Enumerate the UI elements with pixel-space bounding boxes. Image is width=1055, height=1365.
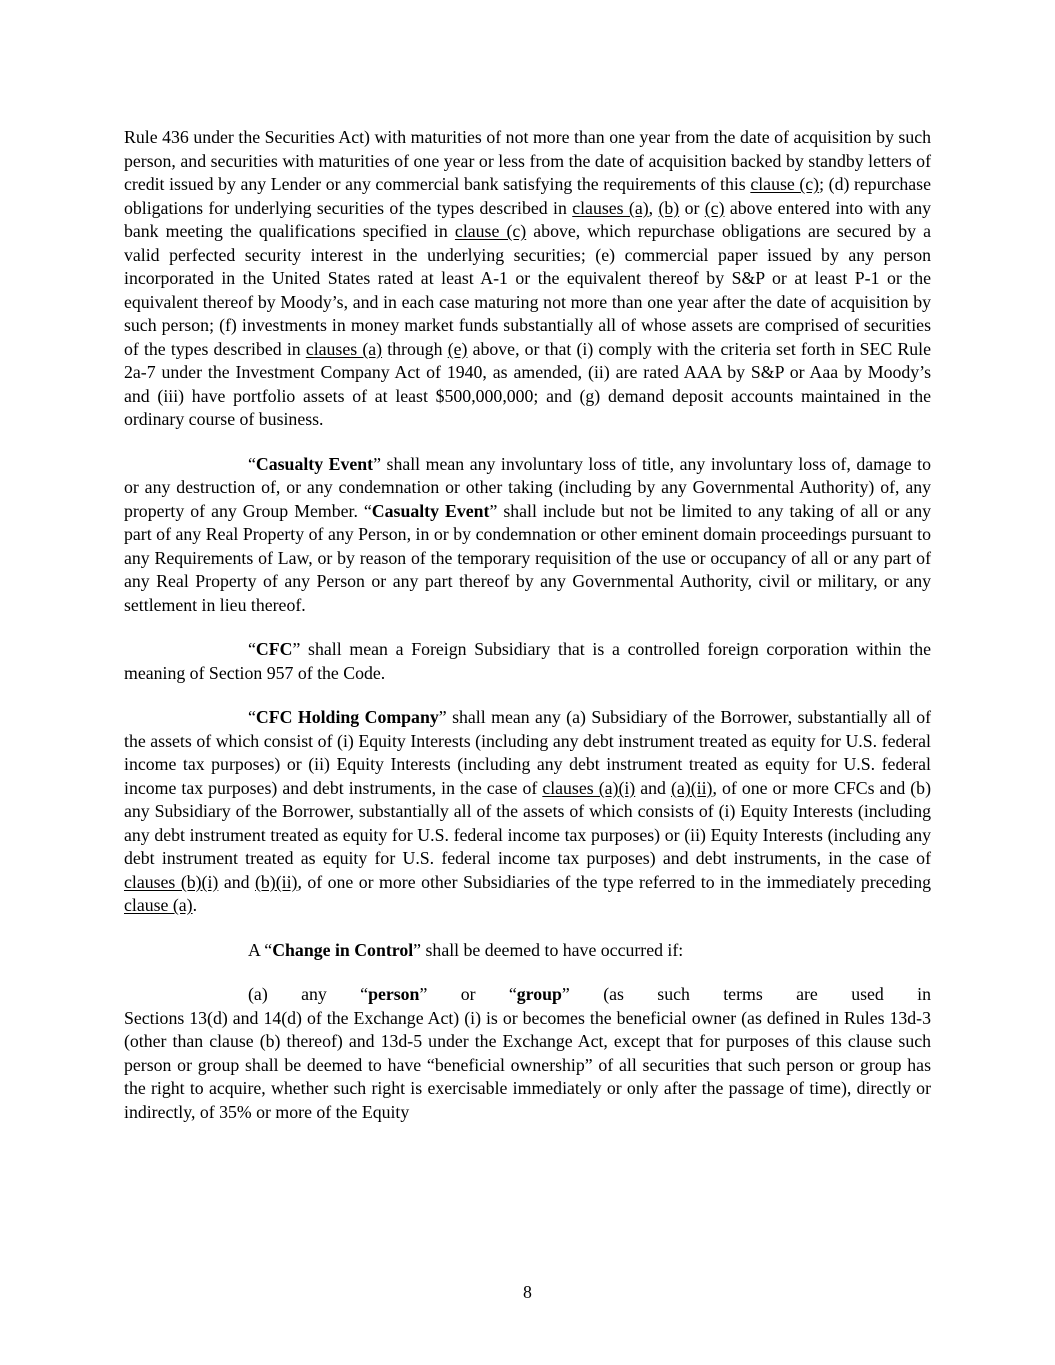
clause-a-first-line <box>124 983 931 1007</box>
text-run: above entered into with any bank meeting the qualifications specified in <box>124 197 932 241</box>
text-run: above, or that (i) comply with the criteria set forth in SEC Rule 2a-7 under the Investment Company Act of 1940, as amended, (ii) are rated AAA by S&P or Aaa by Moody’s and (iii) have portfolio assets of at least $500,000,000; and (g) demand deposit accounts maintained in the ordinary course of business. <box>124 338 931 429</box>
text-run: Rule 436 under the Securities Act) with maturities of not more than one year from the date of acquisition by such person, and securities with maturities of one year or less from the date of acquisition backed by standby letters of credit issued by any Lender or any commercial bank satisfying the requirements of this <box>124 127 931 194</box>
clause-label: (a) <box>248 984 268 1004</box>
clause-reference: clauses (b)(i) <box>124 871 219 892</box>
defined-term: person <box>368 984 420 1004</box>
text-run: ; (d) repurchase obligations for underlying securities of the types described in <box>124 174 931 218</box>
clause-reference: (e) <box>447 338 468 359</box>
text-run: ” shall mean a Foreign Subsidiary that is a controlled foreign corporation within the meaning of Section 957 of the Code. <box>124 639 931 683</box>
text-run: “ <box>248 707 256 727</box>
clause-reference: (c) <box>704 197 725 218</box>
text-run: ” <box>561 984 570 1004</box>
clause-reference: clauses (a)(i) <box>542 777 636 798</box>
document-page <box>124 126 931 1124</box>
text-run: ” shall be deemed to have occurred if: <box>413 939 684 960</box>
text-run: “ <box>508 984 517 1004</box>
text-run: ” shall mean any (a) Subsidiary of the Borrower, substantially all of the assets of which consist of (i) Equity Interests (including any debt instrument treated as equity for U.S. federal income tax purposes) or (ii) Equity Interests (including any debt instrument treated as equity for U.S. federal income tax purposes) and debt instruments, in the case of <box>124 707 932 798</box>
quoted-term <box>509 983 570 1007</box>
text-run: and <box>218 871 255 892</box>
quoted-term <box>360 983 427 1007</box>
defined-term: Change in Control <box>272 939 414 960</box>
clause-reference: (b)(ii) <box>254 871 298 892</box>
text-run: and <box>635 777 671 798</box>
text-run: ” <box>419 984 428 1004</box>
text-run: “ <box>248 639 256 659</box>
text-run: any <box>301 984 327 1004</box>
defined-term: CFC Holding Company <box>255 707 439 727</box>
clause-reference: clause (a) <box>124 895 193 915</box>
clause-a-body: Sections 13(d) and 14(d) of the Exchange Act) (i) is or becomes the beneficial owner (as defined in Rules 13d-3 (other than clause (b) thereof) and 13d-5 under the Exchange Act, except that for purposes of this clause such person or group shall be deemed to have “beneficial ownership” of all securities that such person or group has the right to acquire, whether such right is exercisable immediately or only after the passage of time), directly or indirectly, of 35% or more of the Equity <box>124 1007 931 1122</box>
text-run: or <box>460 984 476 1004</box>
text-run: terms <box>723 984 763 1004</box>
text-run: used <box>851 984 884 1004</box>
cfc-definition <box>124 638 931 685</box>
text-run: “ <box>360 984 369 1004</box>
clause-reference: (b) <box>658 197 680 218</box>
clause-reference: (a)(ii) <box>671 777 713 798</box>
text-run: above, which repurchase obligations are secured by a valid perfected security interest in the underlying securities; (e) commercial paper issued by any person incorporated in the United States rated at least A-1 or the equivalent thereof by S&P or at least P-1 or the equivalent thereof by Moody’s, and in each case maturing not more than one year after the date of acquisition by such person; (f) investments in money market funds substantially all of whose assets are comprised of securities of the types described in <box>124 221 931 359</box>
page-number: 8 <box>523 1282 532 1302</box>
clause-reference: clause (c) <box>750 174 820 194</box>
defined-term: Casualty Event <box>371 500 490 521</box>
text-run: ” shall include but not be limited to any taking of all or any part of any Real Property of any Person, in or by condemnation or other eminent domain proceedings pursuant to any Requirements of Law, or by reason of the temporary requisition of the use or occupancy of all or any part of any Real Property of any Person or any part thereof by any Governmental Authority, civil or military, or any settlement in lieu thereof. <box>124 500 931 615</box>
text-run: (as <box>603 984 624 1004</box>
cash-equivalents-continuation-paragraph <box>124 126 931 432</box>
text-run: , of one or more other Subsidiaries of the type referred to in the immediately preceding <box>297 871 932 892</box>
text-run: such <box>657 984 690 1004</box>
defined-term: CFC <box>255 639 293 659</box>
change-in-control-definition <box>124 939 931 963</box>
text-run: or <box>679 197 705 218</box>
text-run: through <box>382 338 448 359</box>
text-run: are <box>796 984 818 1004</box>
clause-reference: clauses (a) <box>305 338 383 359</box>
cfc-holding-company-definition <box>124 706 931 918</box>
change-in-control-clause-a <box>124 983 931 1124</box>
text-run: in <box>917 984 931 1004</box>
text-run: ” shall mean any involuntary loss of title, any involuntary loss of, damage to or any destruction of, or any condemnation or other taking (including by any Governmental Authority) of, any property of any Group Member. “ <box>124 453 931 521</box>
clause-reference: clauses (a) <box>572 197 649 218</box>
casualty-event-definition <box>124 453 931 618</box>
text-run: , of one or more CFCs and (b) any Subsidiary of the Borrower, substantially all of the assets of which consists of (i) Equity Interests (including any debt instrument treated as equity for U.S. federal income tax purposes) or (ii) Equity Interests (including any debt instrument treated as equity for U.S. federal income tax purposes) and debt instruments, in the case of <box>124 777 931 868</box>
clause-reference: clause (c) <box>454 221 527 241</box>
text-run: . <box>192 895 198 915</box>
text-run: A “ <box>248 939 273 960</box>
text-run: “ <box>248 453 256 474</box>
defined-term: Casualty Event <box>255 453 374 474</box>
defined-term: group <box>516 984 562 1004</box>
text-run: , <box>648 197 659 218</box>
